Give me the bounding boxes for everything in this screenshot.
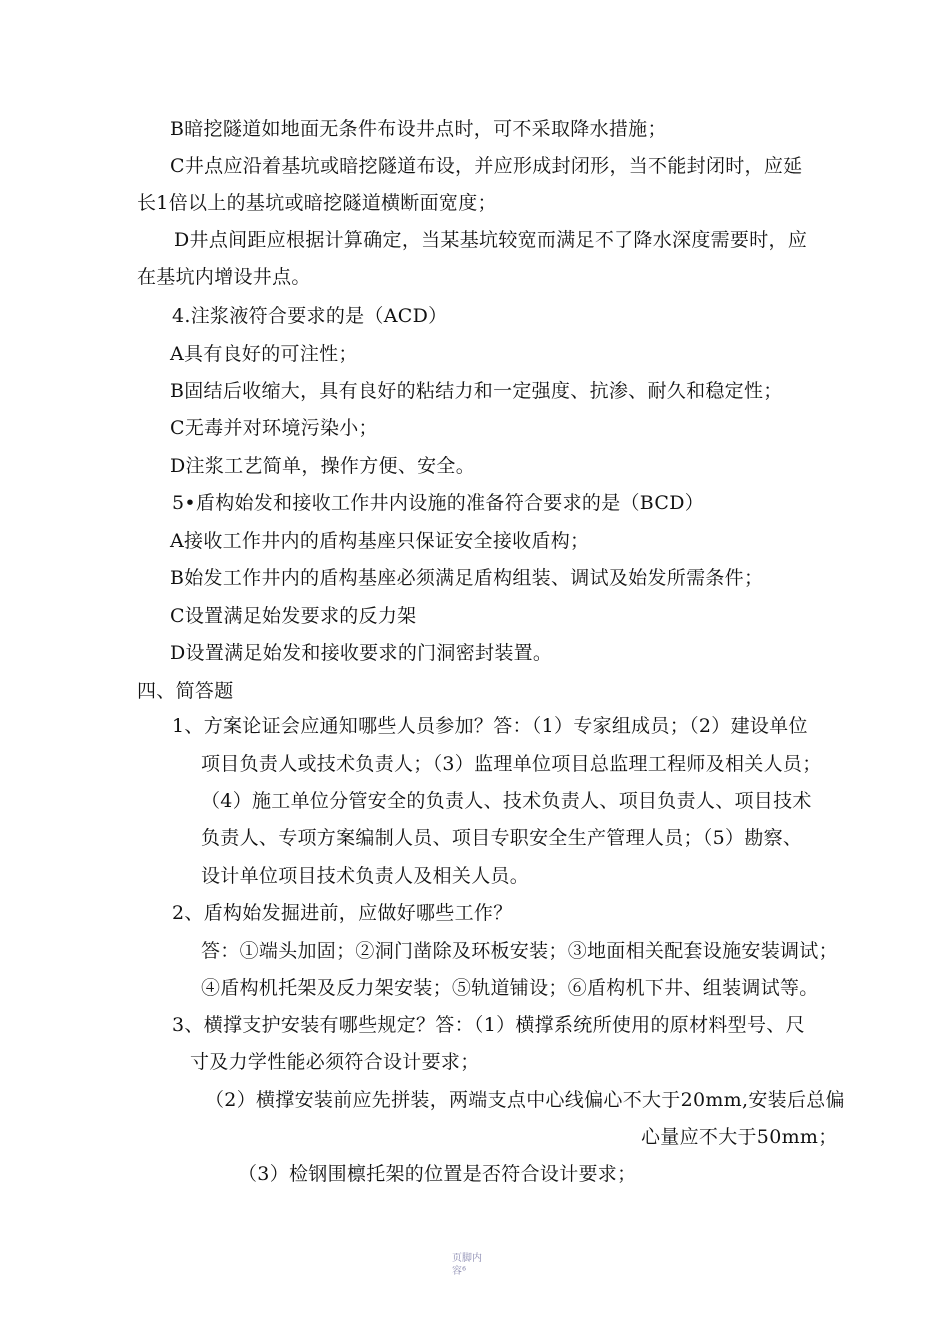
- option-d-continuation: 在基坑内增设井点。: [137, 266, 311, 288]
- short-answer-2-line-3: ④盾构机托架及反力架安装；⑤轨道铺设；⑥盾构机下井、组装调试等。: [201, 977, 819, 999]
- short-answer-1-line-3: （4）施工单位分管安全的负责人、技术负责人、项目负责人、项目技术: [201, 790, 812, 812]
- q4-option-a: A具有良好的可注性；: [170, 343, 358, 365]
- short-answer-1-line-4: 负责人、专项方案编制人员、项目专职安全生产管理人员；（5）勘察、: [201, 827, 803, 849]
- q5-option-b: B始发工作井内的盾构基座必须满足盾构组装、调试及始发所需条件；: [170, 567, 764, 589]
- short-answer-1-line-2: 项目负责人或技术负责人；（3）监理单位项目总监理工程师及相关人员；: [201, 753, 822, 775]
- footer-line-2: 容⁶: [452, 1266, 467, 1277]
- short-answer-1: 1、方案论证会应通知哪些人员参加？答：（1）专家组成员；（2）建设单位: [172, 715, 808, 737]
- short-answer-2: 2、盾构始发掘进前，应做好哪些工作？: [172, 902, 513, 924]
- q5-option-a: A接收工作井内的盾构基座只保证安全接收盾构；: [170, 530, 590, 552]
- option-c-continuation: 长1倍以上的基坑或暗挖隧道横断面宽度；: [137, 192, 497, 214]
- footer-line-1: 页脚内: [452, 1253, 482, 1264]
- q4-option-d: D注浆工艺简单，操作方便、安全。: [170, 455, 476, 477]
- short-answer-3-line-5: （3）检钢围檩托架的位置是否符合设计要求；: [238, 1163, 637, 1185]
- q4-option-c: C无毒并对环境污染小；: [170, 417, 378, 439]
- short-answer-1-line-5: 设计单位项目技术负责人及相关人员。: [201, 865, 530, 887]
- short-answer-3-line-3: （2）横撑安装前应先拼装，两端支点中心线偏心不大于20mm,安装后总偏: [205, 1089, 845, 1111]
- option-c-line: C井点应沿着基坑或暗挖隧道布设，并应形成封闭形，当不能封闭时，应延: [170, 155, 803, 177]
- question-4: 4.注浆液符合要求的是（ACD）: [172, 305, 448, 327]
- q5-option-d: D设置满足始发和接收要求的门洞密封装置。: [170, 642, 553, 664]
- option-d-line: D井点间距应根据计算确定，当某基坑较宽而满足不了降水深度需要时，应: [174, 229, 808, 251]
- short-answer-3-line-4: 心量应不大于50mm；: [641, 1126, 838, 1148]
- short-answer-2-line-2: 答：①端头加固；②洞门凿除及环板安装；③地面相关配套设施安装调试；: [201, 940, 838, 962]
- q4-option-b: B固结后收缩大，具有良好的粘结力和一定强度、抗渗、耐久和稳定性；: [170, 380, 783, 402]
- question-5: 5•盾构始发和接收工作井内设施的准备符合要求的是（BCD）: [172, 492, 705, 514]
- section-heading: 四、简答题: [137, 680, 234, 702]
- short-answer-3: 3、横撑支护安装有哪些规定？答：（1）横撑系统所使用的原材料型号、尺: [172, 1014, 805, 1036]
- page-footer: [452, 1252, 492, 1278]
- option-b-line: B暗挖隧道如地面无条件布设井点时，可不采取降水措施；: [170, 118, 667, 140]
- short-answer-3-line-2: 寸及力学性能必须符合设计要求；: [190, 1051, 480, 1073]
- q5-option-c: C设置满足始发要求的反力架: [170, 605, 417, 627]
